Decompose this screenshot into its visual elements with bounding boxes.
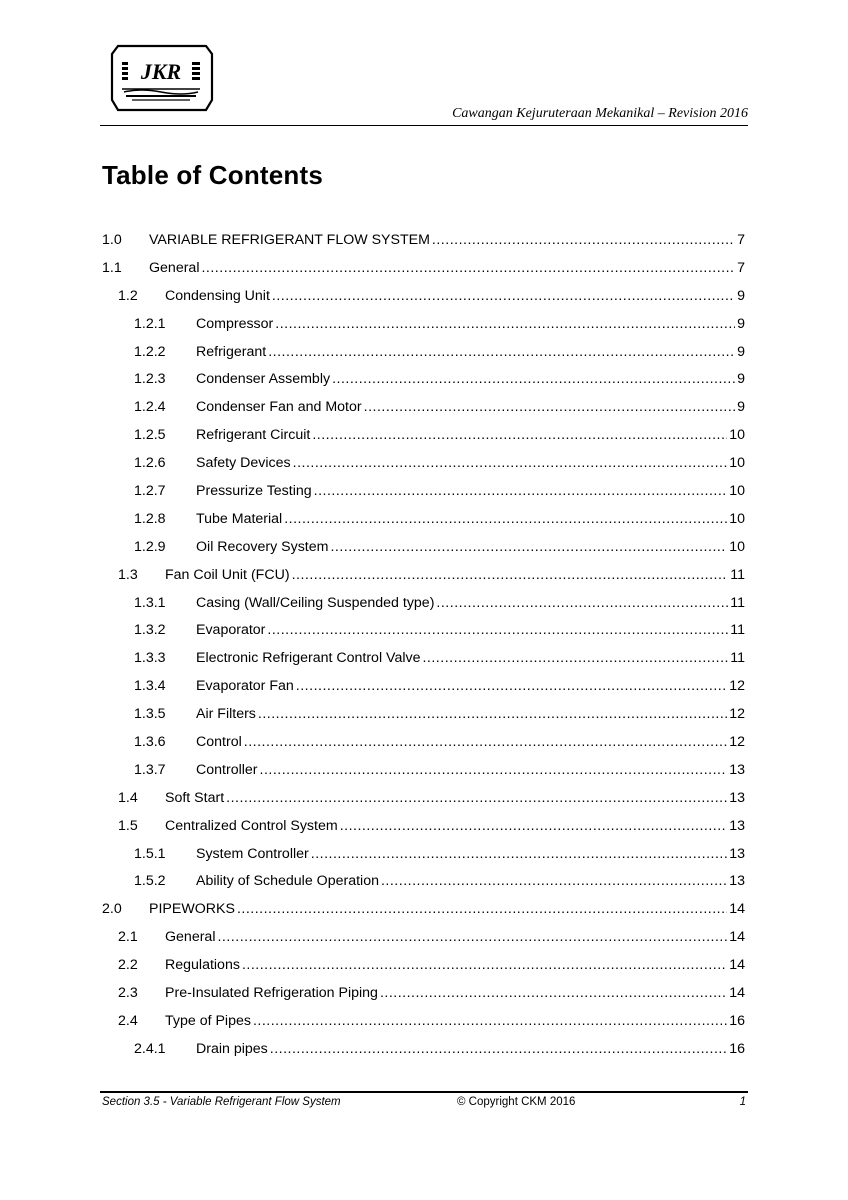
- toc-leader-dots: [260, 762, 728, 778]
- toc-leader-dots: [292, 567, 729, 583]
- toc-number: 1.2.3: [134, 371, 166, 388]
- toc-number: 2.1: [118, 929, 138, 946]
- toc-leader-dots: [237, 901, 727, 917]
- toc-label: Centralized Control System: [165, 817, 338, 834]
- toc-page-number: 13: [729, 845, 745, 862]
- toc-page-number: 13: [729, 789, 745, 806]
- toc-number: 2.4.1: [134, 1040, 166, 1057]
- toc-number: 1.0: [102, 231, 122, 248]
- toc-entry[interactable]: [102, 393, 745, 421]
- toc-label: General: [165, 929, 216, 946]
- toc-entry[interactable]: [102, 310, 745, 338]
- toc-entry[interactable]: [102, 449, 745, 477]
- toc-number: 1.5: [118, 817, 138, 834]
- toc-entry[interactable]: [102, 867, 745, 895]
- toc-label: Pre-Insulated Refrigeration Piping: [165, 984, 378, 1001]
- toc-entry[interactable]: [102, 951, 745, 979]
- toc-page-number: 10: [729, 510, 745, 527]
- toc-number: 1.4: [118, 789, 138, 806]
- toc-entry[interactable]: [102, 589, 745, 617]
- toc-label: System Controller: [196, 845, 309, 862]
- toc-page-number: 13: [729, 817, 745, 834]
- toc-entry[interactable]: [102, 533, 745, 561]
- toc-entry[interactable]: [102, 338, 745, 366]
- footer-divider: [100, 1091, 748, 1093]
- toc-entry[interactable]: [102, 644, 745, 672]
- toc-page-number: 14: [729, 984, 745, 1001]
- toc-number: 1.2.4: [134, 399, 166, 416]
- toc-number: 1.3.6: [134, 733, 166, 750]
- toc-number: 1.2.2: [134, 343, 166, 360]
- toc-page-number: 10: [729, 538, 745, 555]
- toc-entry[interactable]: [102, 282, 745, 310]
- toc-number: 1.2.8: [134, 510, 166, 527]
- toc-number: 1.2: [118, 287, 138, 304]
- toc-entry[interactable]: [102, 700, 745, 728]
- toc-page-number: 13: [729, 873, 745, 890]
- toc-entry[interactable]: [102, 254, 745, 282]
- toc-page-number: 11: [730, 622, 745, 639]
- toc-number: 2.4: [118, 1012, 138, 1029]
- toc-page-number: 14: [729, 901, 745, 918]
- toc-entry[interactable]: [102, 421, 745, 449]
- toc-entry[interactable]: [102, 672, 745, 700]
- toc-label: Refrigerant Circuit: [196, 427, 311, 444]
- toc-entry[interactable]: [102, 561, 745, 589]
- toc-page-number: 11: [730, 594, 745, 611]
- toc-page-number: 14: [729, 957, 745, 974]
- toc-number: 1.2.6: [134, 455, 166, 472]
- toc-number: 1.2.9: [134, 538, 166, 555]
- toc-number: 2.3: [118, 984, 138, 1001]
- header-divider: [100, 125, 748, 126]
- toc-leader-dots: [201, 260, 735, 276]
- toc-label: Safety Devices: [196, 455, 291, 472]
- toc-number: 1.3.7: [134, 761, 166, 778]
- toc-leader-dots: [217, 929, 727, 945]
- toc-leader-dots: [293, 455, 728, 471]
- footer-section: Section 3.5 - Variable Refrigerant Flow System: [102, 1096, 341, 1108]
- toc-label: Condenser Fan and Motor: [196, 399, 362, 416]
- toc-entry[interactable]: [102, 505, 745, 533]
- toc-page-number: 12: [729, 733, 745, 750]
- toc-leader-dots: [268, 344, 735, 360]
- toc-label: Evaporator: [196, 622, 266, 639]
- toc-number: 1.3.3: [134, 650, 166, 667]
- toc-number: 1.3: [118, 566, 138, 583]
- toc-label: Condenser Assembly: [196, 371, 331, 388]
- toc-number: 2.2: [118, 957, 138, 974]
- toc-leader-dots: [436, 595, 728, 611]
- toc-leader-dots: [422, 650, 728, 666]
- toc-leader-dots: [330, 539, 727, 555]
- toc-label: Soft Start: [165, 789, 225, 806]
- toc-entry[interactable]: [102, 784, 745, 812]
- toc-leader-dots: [226, 790, 727, 806]
- toc-entry[interactable]: [102, 226, 745, 254]
- toc-entry[interactable]: [102, 895, 745, 923]
- toc-label: Compressor: [196, 315, 274, 332]
- toc-leader-dots: [267, 622, 728, 638]
- toc-page-number: 13: [729, 761, 745, 778]
- toc-label: Regulations: [165, 957, 240, 974]
- table-of-contents: [102, 226, 745, 1063]
- toc-label: Electronic Refrigerant Control Valve: [196, 650, 421, 667]
- toc-page-number: 9: [737, 343, 745, 360]
- toc-label: Type of Pipes: [165, 1012, 251, 1029]
- toc-page-number: 11: [730, 650, 745, 667]
- toc-leader-dots: [242, 957, 727, 973]
- toc-number: 1.3.2: [134, 622, 166, 639]
- jkr-logo-icon: [110, 44, 214, 112]
- toc-page-number: 10: [729, 482, 745, 499]
- toc-leader-dots: [270, 1041, 727, 1057]
- toc-leader-dots: [296, 678, 727, 694]
- toc-entry[interactable]: [102, 923, 745, 951]
- toc-number: 1.2.7: [134, 482, 166, 499]
- toc-page-number: 10: [729, 455, 745, 472]
- toc-label: Air Filters: [196, 706, 256, 723]
- toc-number: 1.1: [102, 259, 122, 276]
- toc-label: Control: [196, 733, 242, 750]
- toc-leader-dots: [312, 427, 727, 443]
- header-title: Cawangan Kejuruteraan Mekanikal – Revision 2016: [452, 106, 748, 121]
- toc-page-number: 11: [730, 566, 745, 583]
- toc-entry[interactable]: [102, 812, 745, 840]
- toc-label: Controller: [196, 761, 258, 778]
- toc-leader-dots: [244, 734, 727, 750]
- toc-page-number: 14: [729, 929, 745, 946]
- page-title: Table of Contents: [102, 160, 324, 190]
- toc-number: 1.2.5: [134, 427, 166, 444]
- toc-entry[interactable]: [102, 616, 745, 644]
- toc-number: 1.5.1: [134, 845, 166, 862]
- toc-label: Evaporator Fan: [196, 678, 294, 695]
- toc-leader-dots: [381, 873, 727, 889]
- toc-leader-dots: [380, 985, 727, 1001]
- toc-page-number: 9: [737, 315, 745, 332]
- footer-page-number: 1: [739, 1096, 746, 1108]
- toc-page-number: 12: [729, 706, 745, 723]
- toc-entry[interactable]: [102, 365, 745, 393]
- toc-leader-dots: [275, 316, 735, 332]
- toc-label: PIPEWORKS: [149, 901, 235, 918]
- toc-leader-dots: [332, 371, 735, 387]
- footer-copyright: © Copyright CKM 2016: [457, 1096, 576, 1108]
- toc-number: 1.5.2: [134, 873, 166, 890]
- toc-leader-dots: [258, 706, 727, 722]
- toc-page-number: 9: [737, 371, 745, 388]
- toc-page-number: 7: [737, 259, 745, 276]
- toc-leader-dots: [432, 232, 735, 248]
- jkr-logo: [110, 44, 214, 112]
- toc-label: Ability of Schedule Operation: [196, 873, 379, 890]
- toc-leader-dots: [284, 511, 727, 527]
- toc-label: Fan Coil Unit (FCU): [165, 566, 290, 583]
- toc-label: VARIABLE REFRIGERANT FLOW SYSTEM: [149, 231, 430, 248]
- toc-leader-dots: [311, 846, 727, 862]
- toc-label: Casing (Wall/Ceiling Suspended type): [196, 594, 435, 611]
- toc-leader-dots: [364, 399, 735, 415]
- toc-page-number: 9: [737, 287, 745, 304]
- toc-label: Condensing Unit: [165, 287, 270, 304]
- toc-number: 1.3.1: [134, 594, 166, 611]
- toc-page-number: 10: [729, 427, 745, 444]
- toc-page-number: 7: [737, 231, 745, 248]
- toc-entry[interactable]: [102, 979, 745, 1007]
- toc-label: Drain pipes: [196, 1040, 268, 1057]
- toc-entry[interactable]: [102, 477, 745, 505]
- toc-page-number: 12: [729, 678, 745, 695]
- toc-leader-dots: [272, 288, 735, 304]
- toc-page-number: 16: [729, 1040, 745, 1057]
- toc-label: Oil Recovery System: [196, 538, 329, 555]
- toc-entry[interactable]: [102, 840, 745, 868]
- toc-leader-dots: [340, 818, 728, 834]
- toc-leader-dots: [253, 1013, 727, 1029]
- logo-text: JKR: [140, 59, 182, 84]
- toc-entry[interactable]: [102, 756, 745, 784]
- toc-number: 1.3.4: [134, 678, 166, 695]
- toc-page-number: 16: [729, 1012, 745, 1029]
- toc-number: 1.3.5: [134, 706, 166, 723]
- toc-leader-dots: [314, 483, 728, 499]
- toc-entry[interactable]: [102, 1007, 745, 1035]
- toc-number: 1.2.1: [134, 315, 166, 332]
- footer: [102, 1096, 746, 1114]
- toc-label: Tube Material: [196, 510, 283, 527]
- toc-label: General: [149, 259, 200, 276]
- toc-page-number: 9: [737, 399, 745, 416]
- toc-entry[interactable]: [102, 728, 745, 756]
- toc-label: Refrigerant: [196, 343, 267, 360]
- toc-number: 2.0: [102, 901, 122, 918]
- toc-label: Pressurize Testing: [196, 482, 312, 499]
- toc-entry[interactable]: [102, 1035, 745, 1063]
